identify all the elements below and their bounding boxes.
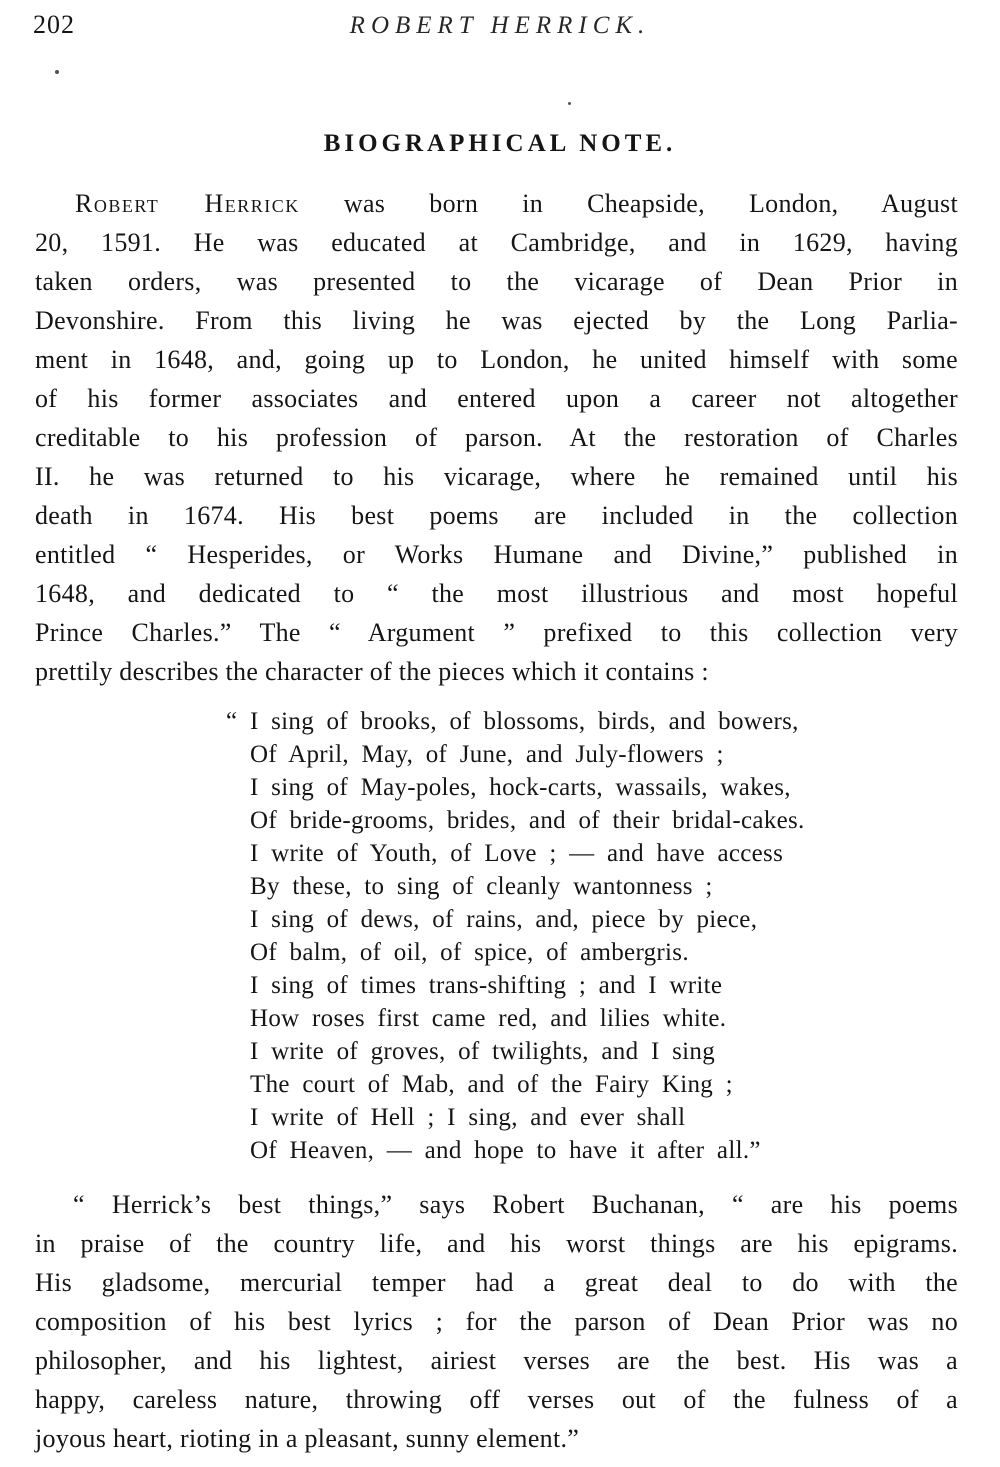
- paragraph-line: II. he was returned to his vicarage, where he remained until his: [35, 462, 958, 491]
- paragraph-line: prettily describes the character of the pieces which it contains :: [35, 657, 709, 686]
- paragraph-line: Devonshire. From this living he was ejected by the Long Parlia-: [35, 306, 958, 335]
- poem-line: I sing of times trans-shifting ; and I write: [250, 972, 723, 999]
- paragraph-buchanan-quote: [35, 1185, 958, 1458]
- page-body: [0, 184, 1000, 1458]
- paragraph-line: taken orders, was presented to the vicarage of Dean Prior in: [35, 267, 958, 296]
- poem-line: I sing of dews, of rains, and, piece by piece,: [250, 906, 758, 933]
- poem-line: I sing of May-poles, hock-carts, wassails, wakes,: [250, 774, 791, 801]
- page-header: [0, 0, 1000, 48]
- poem-line: I write of Hell ; I sing, and ever shall: [250, 1104, 686, 1131]
- paragraph-line: entitled “ Hesperides, or Works Humane and Divine,” published in: [35, 540, 958, 569]
- author-name-smallcaps: Robert Herrick: [75, 189, 300, 218]
- poem-line: Of bride-grooms, brides, and of their bridal-cakes.: [250, 807, 805, 834]
- paragraph-line: composition of his best lyrics ; for the parson of Dean Prior was no: [35, 1307, 958, 1336]
- paragraph-line: death in 1674. His best poems are included in the collection: [35, 501, 958, 530]
- poem-line: I write of Youth, of Love ; — and have access: [250, 840, 784, 867]
- paragraph-line-text: was born in Cheapside, London, August: [299, 189, 958, 218]
- paragraph-line: creditable to his profession of parson. At the restoration of Charles: [35, 423, 958, 452]
- paragraph-line: His gladsome, mercurial temper had a great deal to do with the: [35, 1268, 958, 1297]
- paragraph-line: in praise of the country life, and his worst things are his epigrams.: [35, 1229, 958, 1258]
- paragraph-line: Prince Charles.” The “ Argument ” prefixed to this collection very: [35, 618, 958, 647]
- poem-line: The court of Mab, and of the Fairy King ;: [250, 1071, 733, 1098]
- poem-line: How roses first came red, and lilies white.: [250, 1005, 727, 1032]
- poem-argument-quote: [226, 705, 958, 1167]
- paragraph-line: [35, 184, 958, 223]
- section-title: BIOGRAPHICAL NOTE.: [323, 130, 677, 157]
- scan-speck: [568, 102, 571, 105]
- paragraph-line: philosopher, and his lightest, airiest verses are the best. His was a: [35, 1346, 958, 1375]
- paragraph-line: of his former associates and entered upon a career not altogether: [35, 384, 958, 413]
- poem-line: Of Heaven, — and hope to have it after all.”: [250, 1137, 761, 1164]
- paragraph-lines: [35, 223, 958, 691]
- poem-line: “ I sing of brooks, of blossoms, birds, and bowers,: [226, 708, 799, 735]
- paragraph-line: happy, careless nature, throwing off verses out of the fulness of a: [35, 1385, 958, 1414]
- paragraph-line: ment in 1648, and, going up to London, he united himself with some: [35, 345, 958, 374]
- poem-line: By these, to sing of cleanly wantonness ;: [250, 873, 713, 900]
- scan-speck: [55, 70, 59, 74]
- paragraph-line: “ Herrick’s best things,” says Robert Buchanan, “ are his poems: [73, 1190, 958, 1219]
- paragraph-line: joyous heart, rioting in a pleasant, sunny element.”: [35, 1424, 580, 1453]
- paragraph-biography: [35, 184, 958, 691]
- paragraph-line: 20, 1591. He was educated at Cambridge, and in 1629, having: [35, 228, 958, 257]
- page-number: 202: [33, 10, 75, 39]
- poem-line: Of April, May, of June, and July-flowers ;: [250, 741, 724, 768]
- paragraph-line: 1648, and dedicated to “ the most illustrious and most hopeful: [35, 579, 958, 608]
- running-head: ROBERT HERRICK.: [349, 12, 651, 39]
- poem-line: I write of groves, of twilights, and I sing: [250, 1038, 716, 1065]
- poem-line: Of balm, of oil, of spice, of ambergris.: [250, 939, 689, 966]
